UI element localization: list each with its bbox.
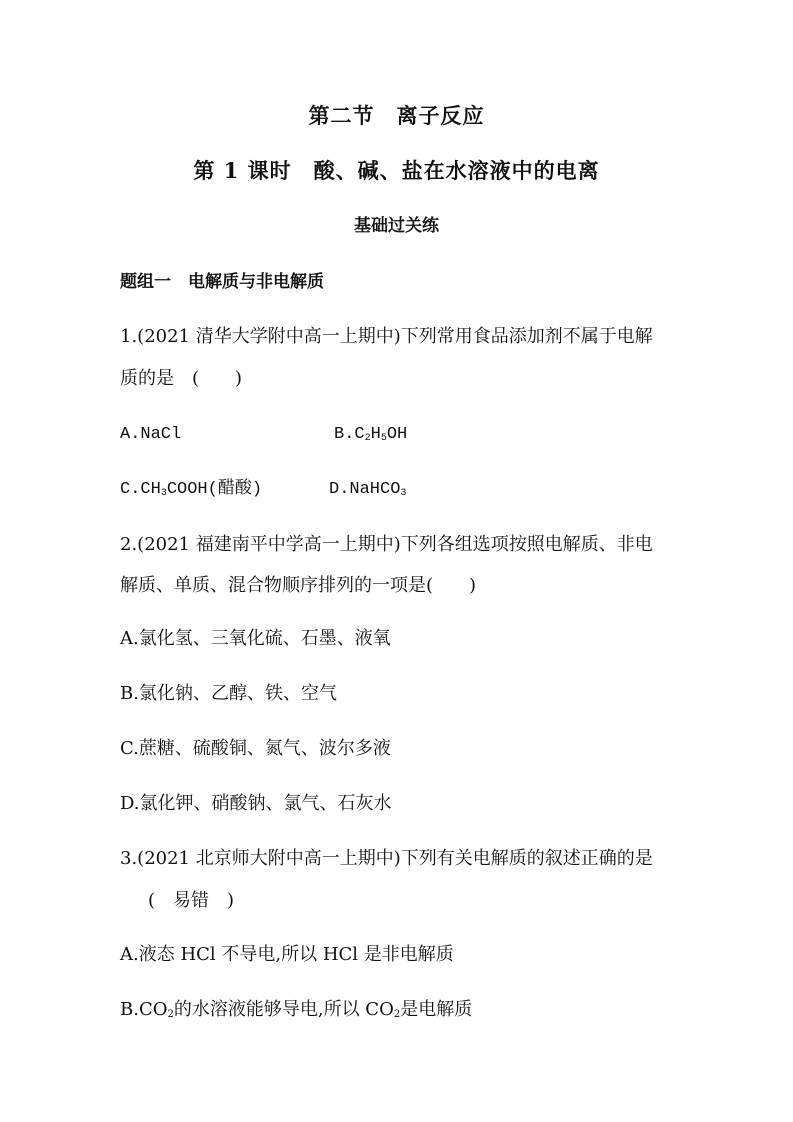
question-1-option-c: $C.CH_3COOH$(醋酸) bbox=[120, 480, 263, 499]
question-3-option-b: $B.CO_2$的水溶液能够导电,所以 $CO_2$是电解质 bbox=[120, 999, 473, 1020]
question-2-option-c: C.蔗糖、硫酸铜、氮气、波尔多液 bbox=[120, 738, 391, 759]
group-title: 题组一 电解质与非电解质 bbox=[120, 272, 324, 292]
question-1-option-d: D.NaHCO$_3$ bbox=[329, 480, 407, 499]
question-3-option-a: A.液态 HCl 不导电,所以 HCl 是非电解质 bbox=[120, 944, 454, 965]
question-1-line-2: 质的是 ( ) bbox=[120, 368, 243, 389]
question-2-line-2: 解质、单质、混合物顺序排列的一项是( ) bbox=[120, 575, 477, 596]
question-1-option-b: $B.C_2H_5OH$ bbox=[334, 425, 408, 444]
question-2-option-b: B.氯化钠、乙醇、铁、空气 bbox=[120, 683, 337, 704]
question-3-line-1: 3.(2021 北京师大附中高一上期中)下列有关电解质的叙述正确的是 bbox=[120, 848, 653, 869]
question-1-option-a: A.NaCl bbox=[120, 425, 182, 444]
section-title: 第二节 离子反应 bbox=[308, 103, 485, 128]
question-2-option-d: D.氯化钾、硝酸钠、氯气、石灰水 bbox=[120, 793, 392, 814]
question-2-line-1: 2.(2021 福建南平中学高一上期中)下列各组选项按照电解质、非电 bbox=[120, 534, 653, 555]
question-1-line-1: 1.(2021 清华大学附中高一上期中)下列常用食品添加剂不属于电解 bbox=[120, 326, 653, 347]
lesson-title: 第 1 课时 酸、碱、盐在水溶液中的电离 bbox=[193, 158, 600, 183]
question-2-option-a: A.氯化氢、三氧化硫、石墨、液氧 bbox=[120, 628, 391, 649]
question-3-line-2: ( 易错 ) bbox=[148, 890, 235, 911]
exercise-title: 基础过关练 bbox=[354, 216, 439, 236]
